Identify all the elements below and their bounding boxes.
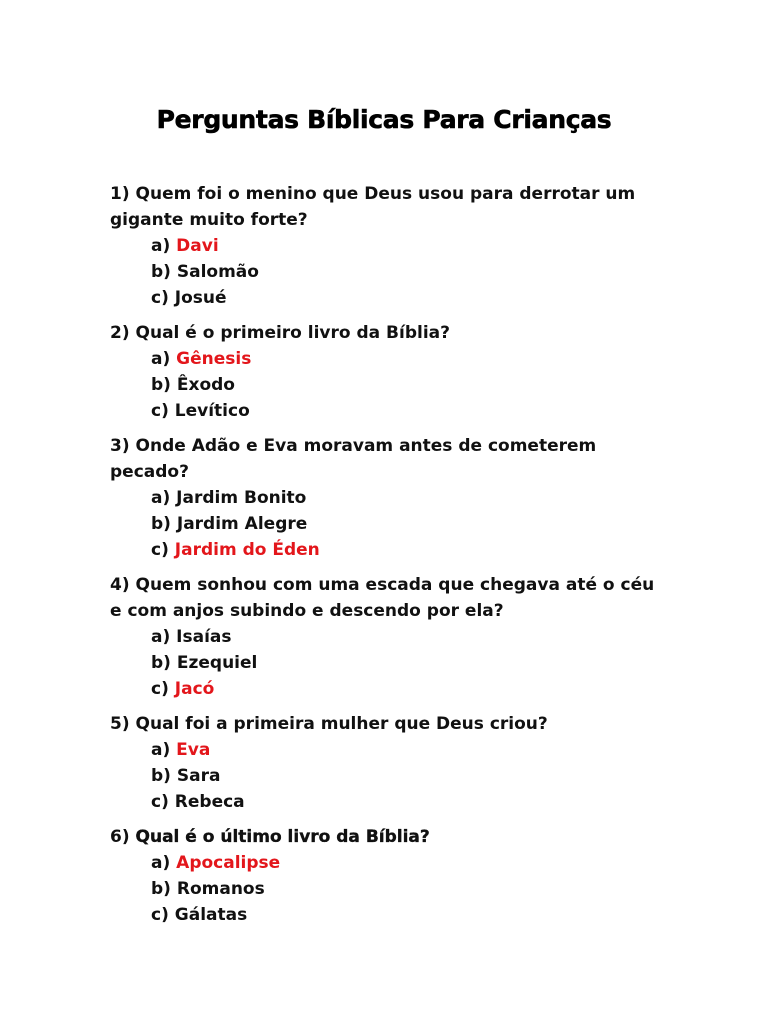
question-number: 6)	[110, 827, 130, 847]
option-c	[151, 676, 670, 702]
option-text: Sara	[176, 766, 221, 786]
option-text: Ezequiel	[176, 653, 258, 673]
option-c	[151, 537, 670, 563]
option-text-correct: Gênesis	[176, 349, 252, 369]
option-letter: b)	[151, 766, 171, 786]
option-c	[151, 902, 670, 928]
option-letter: b)	[151, 375, 171, 395]
option-list	[110, 850, 670, 928]
option-letter: c)	[151, 540, 169, 560]
question-body: Qual é o primeiro livro da Bíblia?	[135, 323, 450, 343]
question-number: 3)	[110, 436, 130, 456]
option-letter: b)	[151, 653, 171, 673]
option-list	[110, 485, 670, 563]
question-body: Quem sonhou com uma escada que chegava até o céu e com anjos subindo e descendo por ela?	[110, 575, 655, 621]
question-text	[110, 433, 670, 485]
option-text: Salomão	[176, 262, 259, 282]
question-body: Qual foi a primeira mulher que Deus criou?	[135, 714, 548, 734]
question-6	[110, 824, 670, 928]
option-b	[151, 511, 670, 537]
option-letter: a)	[151, 853, 171, 873]
option-text: Jardim Alegre	[176, 514, 308, 534]
option-text: Gálatas	[174, 905, 248, 925]
option-list	[110, 737, 670, 815]
option-letter: c)	[151, 679, 169, 699]
question-list	[110, 181, 670, 937]
option-letter: b)	[151, 879, 171, 899]
question-text	[110, 181, 670, 233]
option-b	[151, 650, 670, 676]
option-letter: a)	[151, 236, 171, 256]
option-a	[151, 346, 670, 372]
option-text: Levítico	[174, 401, 250, 421]
option-text-correct: Davi	[176, 236, 219, 256]
question-5	[110, 711, 670, 815]
option-list	[110, 233, 670, 311]
option-letter: c)	[151, 401, 169, 421]
question-number: 2)	[110, 323, 130, 343]
option-text-correct: Eva	[176, 740, 211, 760]
option-c	[151, 398, 670, 424]
option-letter: c)	[151, 905, 169, 925]
question-number: 5)	[110, 714, 130, 734]
option-text: Romanos	[176, 879, 265, 899]
option-b	[151, 259, 670, 285]
question-text	[110, 320, 670, 346]
question-number: 1)	[110, 184, 130, 204]
option-list	[110, 624, 670, 702]
option-letter: c)	[151, 288, 169, 308]
option-letter: a)	[151, 627, 171, 647]
option-letter: b)	[151, 262, 171, 282]
question-body: Quem foi o menino que Deus usou para derrotar um gigante muito forte?	[110, 184, 636, 230]
option-text: Êxodo	[176, 375, 235, 395]
question-text	[110, 572, 670, 624]
question-3	[110, 433, 670, 563]
option-text-correct: Apocalipse	[176, 853, 281, 873]
option-c	[151, 789, 670, 815]
option-a	[151, 737, 670, 763]
option-letter: b)	[151, 514, 171, 534]
option-text-correct: Jardim do Éden	[174, 540, 320, 560]
option-list	[110, 346, 670, 424]
question-number: 4)	[110, 575, 130, 595]
question-body: Onde Adão e Eva moravam antes de cometerem pecado?	[110, 436, 597, 482]
option-text: Jardim Bonito	[176, 488, 307, 508]
option-a	[151, 485, 670, 511]
option-a	[151, 233, 670, 259]
option-letter: a)	[151, 349, 171, 369]
option-text: Rebeca	[174, 792, 245, 812]
question-4	[110, 572, 670, 702]
option-a	[151, 850, 670, 876]
question-2	[110, 320, 670, 424]
option-text: Isaías	[176, 627, 232, 647]
option-a	[151, 624, 670, 650]
option-text: Josué	[174, 288, 227, 308]
question-1	[110, 181, 670, 311]
question-text	[110, 711, 670, 737]
option-c	[151, 285, 670, 311]
option-b	[151, 763, 670, 789]
option-text-correct: Jacó	[174, 679, 215, 699]
page-title: Perguntas Bíblicas Para Crianças	[156, 104, 612, 134]
option-letter: a)	[151, 488, 171, 508]
option-letter: a)	[151, 740, 171, 760]
question-text	[110, 824, 670, 850]
option-letter: c)	[151, 792, 169, 812]
option-b	[151, 372, 670, 398]
option-b	[151, 876, 670, 902]
question-body: Qual é o último livro da Bíblia?	[135, 827, 430, 847]
